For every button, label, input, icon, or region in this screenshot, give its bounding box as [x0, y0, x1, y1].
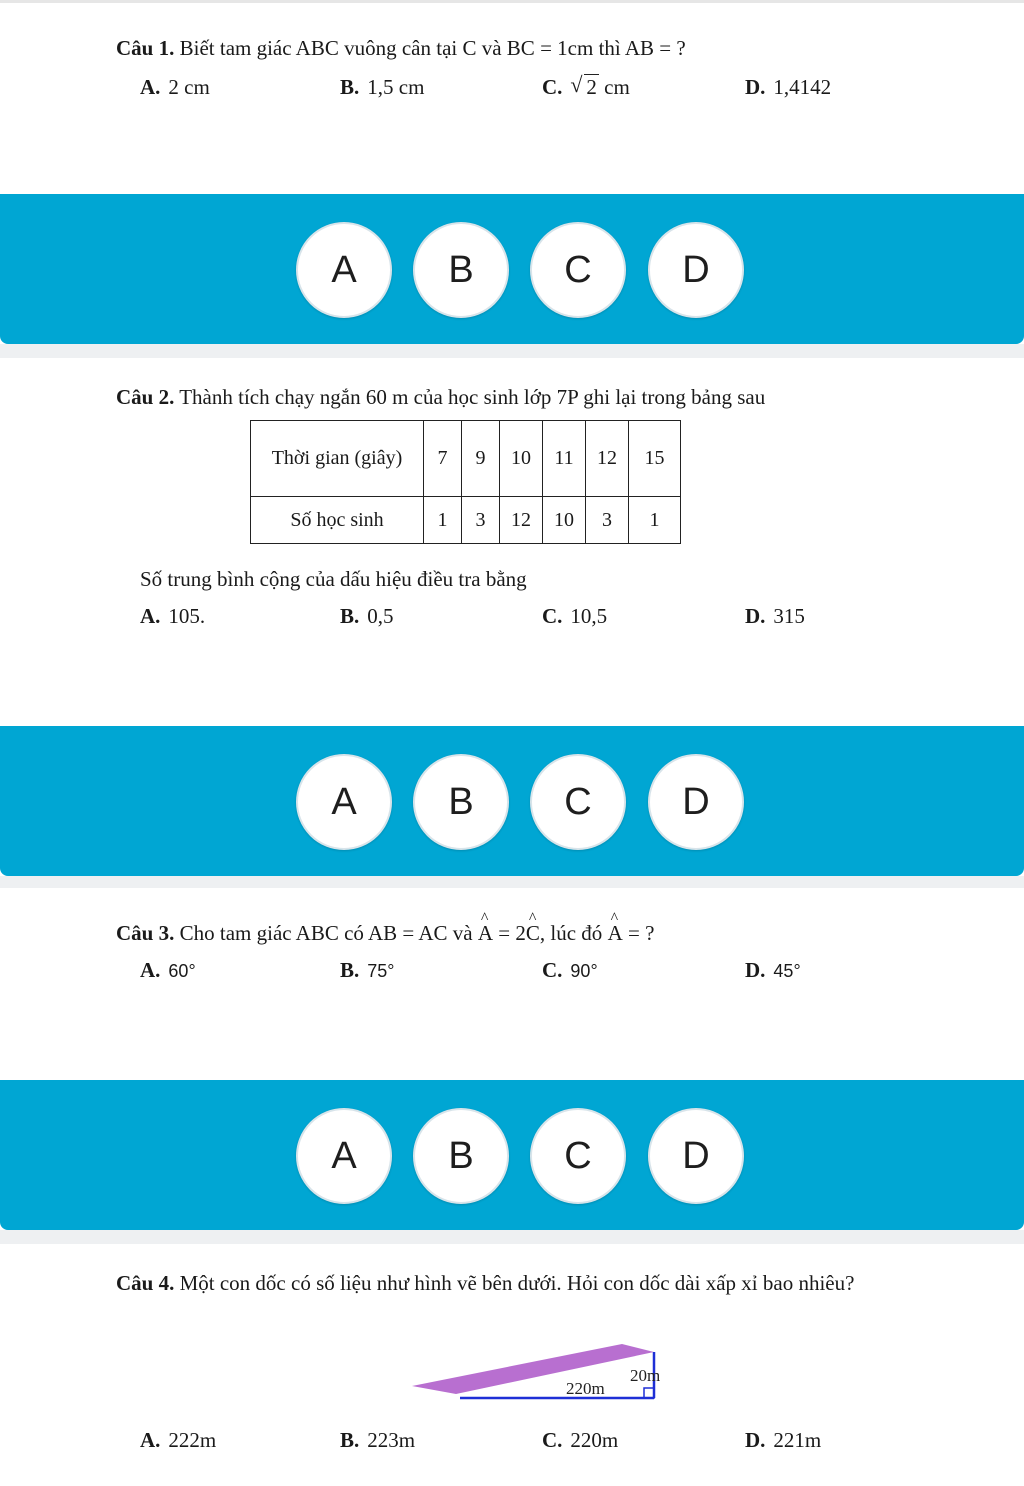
- answer-c-button[interactable]: C: [530, 1108, 626, 1204]
- q1-option-a: A. 2 cm: [140, 75, 210, 99]
- table-header-time: Thời gian (giây): [251, 421, 424, 497]
- question-4-card: [0, 1244, 1024, 1486]
- q1-option-c: C. √ 2 cm: [542, 72, 630, 99]
- q3-option-a: A. 60°: [140, 958, 196, 982]
- answer-bar-2: [0, 726, 1024, 876]
- sqrt-symbol: √ 2: [570, 72, 597, 99]
- question-1-card: [0, 0, 1024, 194]
- answer-c-button[interactable]: C: [530, 754, 626, 850]
- answer-b-button[interactable]: B: [413, 1108, 509, 1204]
- answer-b-button[interactable]: B: [413, 222, 509, 318]
- table-cell: 7: [424, 421, 462, 497]
- table-cell: 15: [629, 421, 681, 497]
- height-label: 20m: [630, 1366, 661, 1385]
- table-cell: 11: [543, 421, 586, 497]
- answer-a-button[interactable]: A: [296, 222, 392, 318]
- right-angle-mark: [644, 1388, 654, 1398]
- answer-d-button[interactable]: D: [648, 222, 744, 318]
- q1-option-d: D. 1,4142: [745, 75, 832, 99]
- q4-option-a: A. 222m: [140, 1428, 217, 1452]
- answer-d-button[interactable]: D: [648, 1108, 744, 1204]
- question-3-text: Câu 3. Cho tam giác ABC có AB = AC và ^ A = 2^ C, lúc đó ^ A = ?: [116, 918, 654, 948]
- q3-option-c: C. 90°: [542, 958, 598, 982]
- table-cell: 10: [543, 497, 586, 544]
- table-cell: 1: [629, 497, 681, 544]
- question-1-text: Câu 1. Biết tam giác ABC vuông cân tại C và BC = 1cm thì AB = ?: [116, 36, 686, 60]
- card-gap: [0, 344, 1024, 358]
- table-cell: 3: [462, 497, 500, 544]
- card-gap: [0, 876, 1024, 888]
- q4-option-c: C. 220m: [542, 1428, 619, 1452]
- table-cell: 9: [462, 421, 500, 497]
- table-cell: 12: [500, 497, 543, 544]
- card-gap: [0, 1230, 1024, 1244]
- q4-option-b: B. 223m: [340, 1428, 416, 1452]
- question-2-subtext: Số trung bình cộng của dấu hiệu điều tra bằng: [140, 567, 527, 591]
- answer-bar-1: [0, 194, 1024, 344]
- answer-a-button[interactable]: A: [296, 754, 392, 850]
- score-table: [250, 420, 681, 544]
- q4-option-d: D. 221m: [745, 1428, 822, 1452]
- q3-option-b: B. 75°: [340, 958, 395, 982]
- question-2-text: Câu 2. Thành tích chạy ngắn 60 m của học sinh lớp 7P ghi lại trong bảng sau: [116, 385, 766, 409]
- question-3-card: [0, 888, 1024, 1080]
- answer-b-button[interactable]: B: [413, 754, 509, 850]
- q2-option-c: C. 10,5: [542, 604, 608, 628]
- table-cell: 3: [586, 497, 629, 544]
- answer-d-button[interactable]: D: [648, 754, 744, 850]
- answer-bar-3: [0, 1080, 1024, 1230]
- table-header-students: Số học sinh: [251, 497, 424, 544]
- base-label: 220m: [566, 1379, 605, 1398]
- table-cell: 1: [424, 497, 462, 544]
- answer-a-button[interactable]: A: [296, 1108, 392, 1204]
- q2-option-a: A. 105.: [140, 604, 206, 628]
- q2-option-b: B. 0,5: [340, 604, 394, 628]
- q2-option-d: D. 315: [745, 604, 805, 628]
- table-cell: 10: [500, 421, 543, 497]
- table-cell: 12: [586, 421, 629, 497]
- answer-c-button[interactable]: C: [530, 222, 626, 318]
- q1-option-b: B. 1,5 cm: [340, 75, 425, 99]
- q3-option-d: D. 45°: [745, 958, 801, 982]
- slope-figure: [408, 1342, 678, 1404]
- question-4-text: Câu 4. Một con dốc có số liệu như hình vẽ bên dưới. Hỏi con dốc dài xấp xỉ bao nhiêu?: [116, 1271, 855, 1295]
- slope-surface: [412, 1344, 654, 1394]
